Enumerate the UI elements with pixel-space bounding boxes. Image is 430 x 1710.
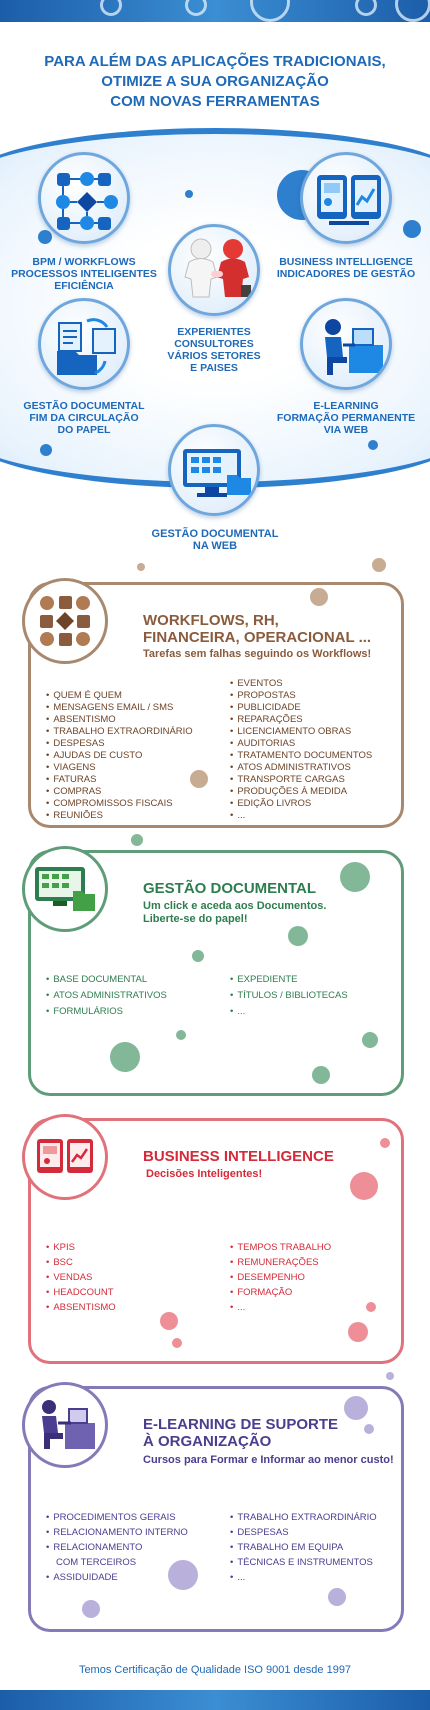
document-management-medallion xyxy=(38,298,130,390)
workflows-list-left xyxy=(46,690,193,822)
list-item: • MENSAGENS EMAIL / SMS xyxy=(46,702,193,714)
workflows-title xyxy=(143,612,403,646)
subtitle-line: Liberte-se do papel! xyxy=(143,913,248,925)
list-item: • EDIÇÃO LIVROS xyxy=(230,798,372,810)
bpm-workflows-label xyxy=(6,256,162,292)
business-intelligence-title: BUSINESS INTELLIGENCE xyxy=(143,1148,334,1165)
web-document-management-label xyxy=(130,528,300,552)
list-item: • FORMULÁRIOS xyxy=(46,1004,167,1020)
list-item: • REMUNERAÇÕES xyxy=(230,1255,331,1270)
decorative-bubble xyxy=(40,444,52,456)
list-item: • PROCEDIMENTOS GERAIS xyxy=(46,1510,188,1525)
list-item: • EXPEDIENTE xyxy=(230,972,348,988)
globe-icon xyxy=(185,0,207,16)
headline-line: COM NOVAS FERRAMENTAS xyxy=(110,93,320,110)
label-line: GESTÃO DOCUMENTAL xyxy=(23,400,145,412)
list-item: • AJUDAS DE CUSTO xyxy=(46,750,193,762)
decorative-bubble xyxy=(310,588,328,606)
document-management-medallion xyxy=(22,846,108,932)
label-line: FORMAÇÃO PERMANENTE xyxy=(276,412,416,424)
title-line: À ORGANIZAÇÃO xyxy=(143,1433,272,1450)
business-intelligence-medallion xyxy=(22,1114,108,1200)
label-line: VÁRIOS SETORES xyxy=(167,350,261,362)
decorative-bubble xyxy=(38,230,52,244)
label-line: E-LEARNING xyxy=(313,400,379,412)
label-line: INDICADORES DE GESTÃO xyxy=(276,268,416,280)
list-item: • ... xyxy=(230,1004,348,1020)
document-management-title: GESTÃO DOCUMENTAL xyxy=(143,880,317,897)
list-item: • ... xyxy=(230,1570,377,1585)
cloud-icon xyxy=(250,0,290,22)
decorative-bubble xyxy=(348,1322,368,1342)
document-management-label xyxy=(6,400,162,436)
headline-line: OTIMIZE A SUA ORGANIZAÇÃO xyxy=(101,73,329,90)
consultants-medallion xyxy=(168,224,260,316)
list-item: • ATOS ADMINISTRATIVOS xyxy=(230,762,372,774)
decorative-bubble xyxy=(185,190,193,198)
dashboard-icon xyxy=(25,1117,105,1197)
business-intelligence-medallion xyxy=(300,152,392,244)
list-item: • PROPOSTAS xyxy=(230,690,372,702)
list-item: • VENDAS xyxy=(46,1270,116,1285)
list-item: • RELACIONAMENTO xyxy=(46,1540,188,1555)
decorative-bubble xyxy=(386,1372,394,1380)
list-item: COM TERCEIROS xyxy=(56,1557,137,1568)
list-item: • TÉCNICAS E INSTRUMENTOS xyxy=(230,1555,377,1570)
list-item: • TÍTULOS / BIBLIOTECAS xyxy=(230,988,348,1004)
elearning-list-left xyxy=(46,1510,188,1585)
label-line: EFICIÊNCIA xyxy=(54,280,114,292)
monitor-folder-icon xyxy=(171,427,260,516)
label-line: GESTÃO DOCUMENTAL xyxy=(151,528,279,540)
flowchart-icon xyxy=(25,581,105,661)
workflows-subtitle: Tarefas sem falhas seguindo os Workflows! xyxy=(143,648,372,660)
label-line: VIA WEB xyxy=(323,424,369,436)
decorative-bubble xyxy=(312,1066,330,1084)
document-management-list-right xyxy=(230,972,348,1020)
decorative-bubble xyxy=(131,834,143,846)
list-item: • DESPESAS xyxy=(46,738,193,750)
workflows-list-right xyxy=(230,678,372,822)
list-item: • AUDITORIAS xyxy=(230,738,372,750)
list-item: • RELACIONAMENTO INTERNO xyxy=(46,1525,188,1540)
elearning-list-right xyxy=(230,1510,377,1585)
headline-line: PARA ALÉM DAS APLICAÇÕES TRADICIONAIS, xyxy=(44,53,386,70)
elearning-subtitle: Cursos para Formar e Informar ao menor custo! xyxy=(143,1454,394,1466)
list-item: • KPIS xyxy=(46,1240,116,1255)
workflows-medallion xyxy=(22,578,108,664)
decorative-bubble xyxy=(362,1032,378,1048)
list-item: • REPARAÇÕES xyxy=(230,714,372,726)
gear-icon xyxy=(100,0,122,16)
list-item: • PUBLICIDADE xyxy=(230,702,372,714)
list-item: • PRODUÇÕES À MEDIDA xyxy=(230,786,372,798)
list-item: • ATOS ADMINISTRATIVOS xyxy=(46,988,167,1004)
decorative-bubble xyxy=(288,926,308,946)
list-item: • TRABALHO EXTRAORDINÁRIO xyxy=(230,1510,377,1525)
decorative-bubble xyxy=(380,1138,390,1148)
list-item: • COMPRAS xyxy=(46,786,193,798)
document-management-subtitle xyxy=(143,900,403,926)
decorative-bubble xyxy=(172,1338,182,1348)
decorative-bubble xyxy=(403,220,421,238)
consultants-label xyxy=(152,326,276,374)
list-item: • ASSIDUIDADE xyxy=(46,1570,188,1585)
list-item: • TRABALHO EM EQUIPA xyxy=(230,1540,377,1555)
web-document-management-medallion xyxy=(168,424,260,516)
business-intelligence-list-left xyxy=(46,1240,116,1315)
decorative-bubble xyxy=(137,563,145,571)
list-item: • FORMAÇÃO xyxy=(230,1285,331,1300)
list-item: • QUEM É QUEM xyxy=(46,690,193,702)
list-item: • EVENTOS xyxy=(230,678,372,690)
list-item: • TEMPOS TRABALHO xyxy=(230,1240,331,1255)
list-item: • BASE DOCUMENTAL xyxy=(46,972,167,988)
list-item: • TRATAMENTO DOCUMENTOS xyxy=(230,750,372,762)
bpm-workflows-medallion xyxy=(38,152,130,244)
decorative-bubble xyxy=(368,440,378,450)
list-item: • DESPESAS xyxy=(230,1525,377,1540)
list-item: • TRANSPORTE CARGAS xyxy=(230,774,372,786)
decorative-bubble xyxy=(160,1312,178,1330)
label-line: FIM DA CIRCULAÇÃO xyxy=(29,412,139,424)
top-banner-strip xyxy=(0,0,430,22)
gear-icon xyxy=(395,0,430,22)
business-intelligence-subtitle: Decisões Inteligentes! xyxy=(146,1168,263,1180)
label-line: PROCESSOS INTELIGENTES xyxy=(11,268,157,280)
label-line: CONSULTORES xyxy=(174,338,254,350)
title-line: FINANCEIRA, OPERACIONAL ... xyxy=(143,629,372,646)
quality-certification-text: Temos Certificação de Qualidade ISO 9001 desde 1997 xyxy=(78,1664,352,1676)
list-item: • LICENCIAMENTO OBRAS xyxy=(230,726,372,738)
list-item: • REUNIÕES xyxy=(46,810,193,822)
document-management-list-left xyxy=(46,972,167,1020)
headline xyxy=(0,52,430,112)
person-laptop-icon xyxy=(25,1385,105,1465)
label-line: NA WEB xyxy=(192,540,238,552)
list-item: • ... xyxy=(230,1300,331,1315)
list-item: • ABSENTISMO xyxy=(46,714,193,726)
decorative-bubble xyxy=(192,950,204,962)
list-item: • ... xyxy=(230,810,372,822)
list-item: • TRABALHO EXTRAORDINÁRIO xyxy=(46,726,193,738)
label-line: DO PAPEL xyxy=(57,424,111,436)
decorative-bubble xyxy=(190,770,208,788)
list-item: • BSC xyxy=(46,1255,116,1270)
business-intelligence-list-right xyxy=(230,1240,331,1315)
list-item: • FATURAS xyxy=(46,774,193,786)
gear-icon xyxy=(355,0,377,16)
title-line: WORKFLOWS, RH, xyxy=(143,612,279,629)
decorative-bubble xyxy=(366,1302,376,1312)
list-item: • DESEMPENHO xyxy=(230,1270,331,1285)
elearning-title xyxy=(143,1416,403,1450)
monitor-folder-icon xyxy=(25,849,105,929)
list-item: • HEADCOUNT xyxy=(46,1285,116,1300)
elearning-medallion xyxy=(22,1382,108,1468)
title-line: E-LEARNING DE SUPORTE xyxy=(143,1416,339,1433)
label-line: E PAISES xyxy=(190,362,238,374)
decorative-bubble xyxy=(110,1042,140,1072)
list-item: • VIAGENS xyxy=(46,762,193,774)
label-line: BPM / WORKFLOWS xyxy=(32,256,136,268)
business-intelligence-label xyxy=(268,256,424,280)
elearning-medallion xyxy=(300,298,392,390)
list-item: • COMPROMISSOS FISCAIS xyxy=(46,798,193,810)
elearning-label xyxy=(264,400,428,436)
bottom-banner-strip xyxy=(0,1690,430,1710)
label-line: EXPERIENTES xyxy=(177,326,251,338)
subtitle-line: Um click e aceda aos Documentos. xyxy=(143,900,327,912)
decorative-bubble xyxy=(176,1030,186,1040)
label-line: BUSINESS INTELLIGENCE xyxy=(279,256,413,268)
decorative-bubble xyxy=(372,558,386,572)
list-item: • ABSENTISMO xyxy=(46,1300,116,1315)
decorative-bubble xyxy=(328,1588,346,1606)
decorative-bubble xyxy=(82,1600,100,1618)
